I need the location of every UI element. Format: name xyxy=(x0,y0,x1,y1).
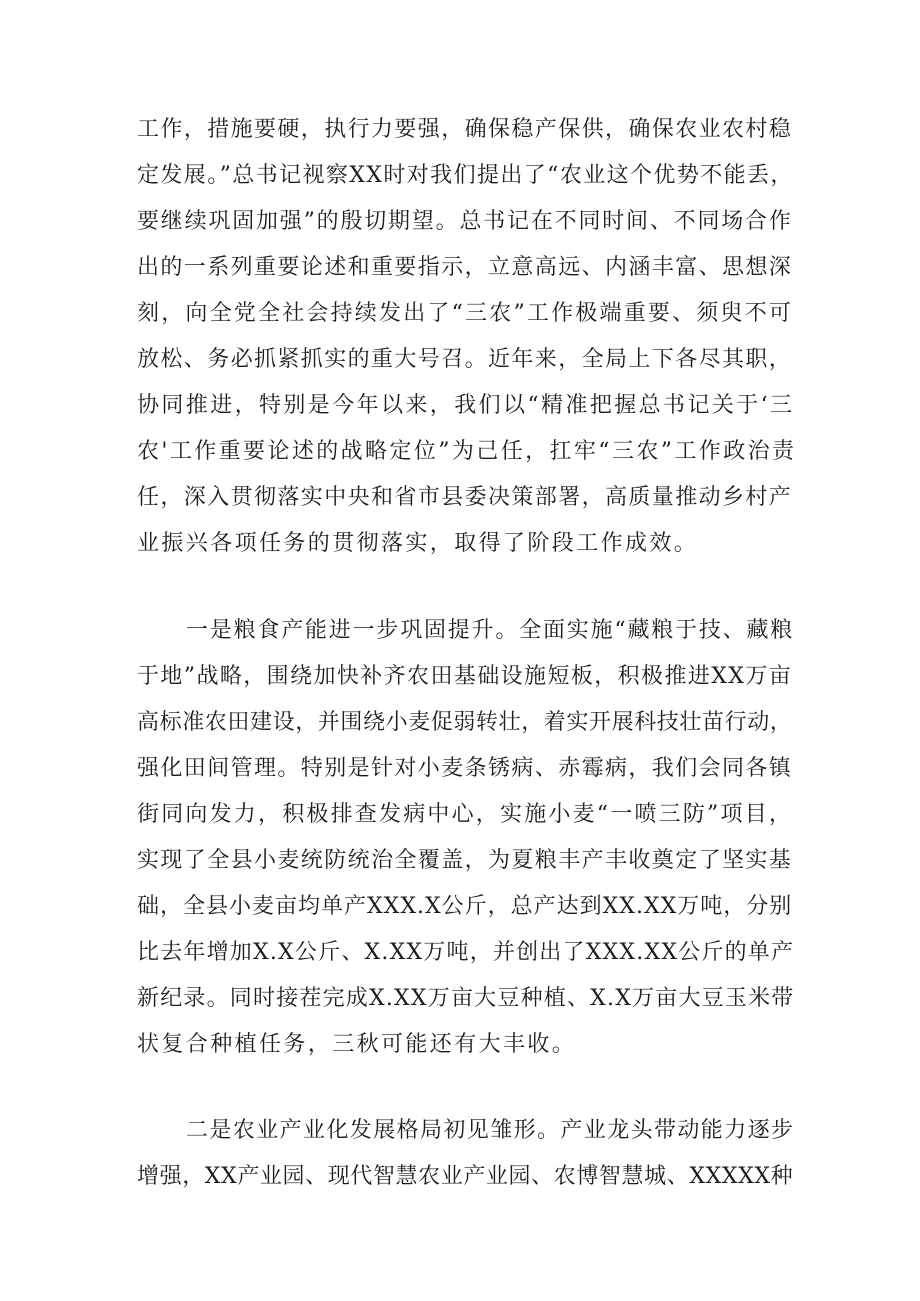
paragraph-2-line-4: 强化田间管理。特别是针对小麦条锈病、赤霉病，我们会同各镇 xyxy=(137,756,793,781)
paragraph-2-line-10: 状复合种植任务，三秋可能还有大丰收。 xyxy=(137,1032,577,1057)
paragraph-1-line-3: 要继续巩固加强”的殷切期望。总书记在不同时间、不同场合作 xyxy=(137,209,793,234)
paragraph-1-line-6: 放松、务必抓紧抓实的重大号召。近年来，全局上下各尽其职， xyxy=(137,347,793,372)
paragraph-2-line-9: 新纪录。同时接茬完成X.XX万亩大豆种植、X.X万亩大豆玉米带 xyxy=(137,986,795,1011)
paragraph-1-line-4: 出的一系列重要论述和重要指示，立意高远、内涵丰富、思想深 xyxy=(137,255,793,280)
paragraph-1-line-9: 任，深入贯彻落实中央和省市县委决策部署，高质量推动乡村产 xyxy=(137,485,793,510)
paragraph-1-line-8: 农'工作重要论述的战略定位”为己任，扛牢“三农”工作政治责 xyxy=(137,439,797,464)
paragraph-1-line-10: 业振兴各项任务的贯彻落实，取得了阶段工作成效。 xyxy=(137,531,699,556)
paragraph-2-line-3: 高标准农田建设，并围绕小麦促弱转壮，着实开展科技壮苗行动， xyxy=(137,710,793,735)
paragraph-1-line-1: 工作，措施要硬，执行力要强，确保稳产保供，确保农业农村稳 xyxy=(137,117,793,142)
paragraph-2-line-6: 实现了全县小麦统防统治全覆盖，为夏粮丰产丰收奠定了坚实基 xyxy=(137,848,793,873)
paragraph-2-line-8: 比去年增加X.X公斤、X.XX万吨，并创出了XXX.XX公斤的单产 xyxy=(137,940,795,965)
paragraph-1-line-5: 刻，向全党全社会持续发出了“三农”工作极端重要、须臾不可 xyxy=(137,301,794,326)
paragraph-2-line-2: 于地”战略，围绕加快补齐农田基础设施短板，积极推进XX万亩 xyxy=(137,664,793,689)
paragraph-2-line-5: 街同向发力，积极排查发病中心，实施小麦“一喷三防”项目， xyxy=(137,802,794,827)
paragraph-2-line-1: 一是粮食产能进一步巩固提升。全面实施“藏粮于技、藏粮 xyxy=(186,618,795,643)
paragraph-1-line-7: 协同推进，特别是今年以来，我们以“精准把握总书记关于‘三 xyxy=(137,393,795,418)
paragraph-3-line-2: 增强，XX产业园、现代智慧农业产业园、农博智慧城、XXXXX种 xyxy=(137,1164,794,1189)
paragraph-3-line-1: 二是农业产业化发展格局初见雏形。产业龙头带动能力逐步 xyxy=(186,1118,795,1143)
paragraph-2-line-7: 础，全县小麦亩均单产XXX.X公斤，总产达到XX.XX万吨，分别 xyxy=(137,894,793,919)
paragraph-1-line-2: 定发展。”总书记视察XX时对我们提出了“农业这个优势不能丢， xyxy=(137,163,794,188)
